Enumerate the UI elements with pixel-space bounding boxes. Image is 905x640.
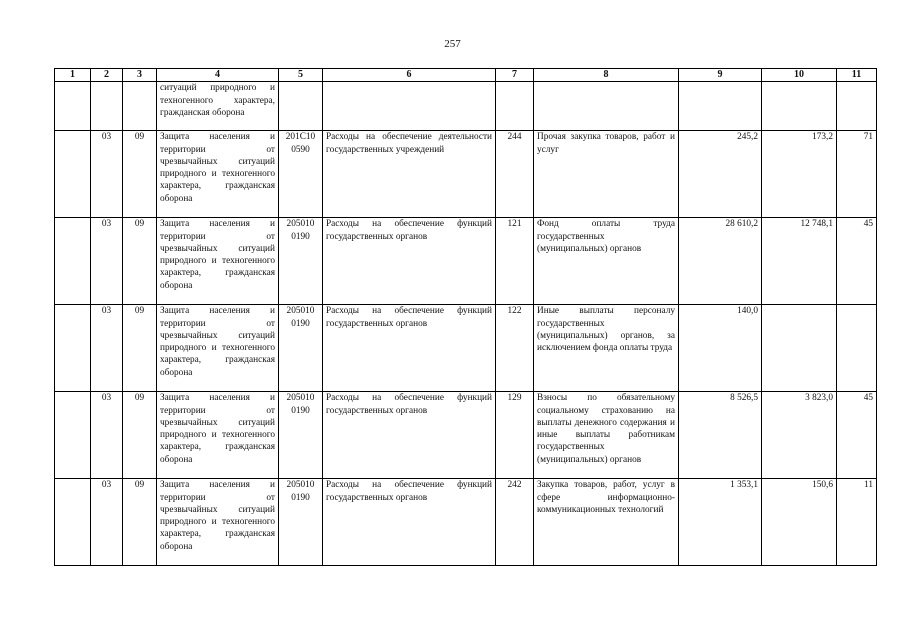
table-row	[55, 479, 877, 566]
column-header: 7	[496, 69, 534, 82]
percent-cell: 11	[837, 479, 877, 566]
percent-cell: 45	[837, 218, 877, 305]
cell	[55, 82, 91, 131]
cell	[496, 82, 534, 131]
row-number-cell	[55, 392, 91, 479]
table-row	[55, 131, 877, 218]
target-article-cell: 205010 0190	[279, 479, 323, 566]
column-header: 1	[55, 69, 91, 82]
column-header: 6	[323, 69, 496, 82]
target-article-name-cell: Расходы на обеспечение функций государственных органов	[323, 479, 496, 566]
cell	[837, 82, 877, 131]
amount-cell: 140,0	[679, 305, 762, 392]
cell	[679, 82, 762, 131]
expense-type-name-cell: Закупка товаров, работ, услуг в сфере информационно-коммуникационных технологий	[534, 479, 679, 566]
amount-cell: 245,2	[679, 131, 762, 218]
row-number-cell	[55, 305, 91, 392]
column-header: 11	[837, 69, 877, 82]
amount-cell: 8 526,5	[679, 392, 762, 479]
header-row	[55, 69, 877, 82]
cell	[91, 82, 123, 131]
target-article-cell: 205010 0190	[279, 392, 323, 479]
executed-cell: 150,6	[762, 479, 837, 566]
executed-cell	[762, 305, 837, 392]
executed-cell: 3 823,0	[762, 392, 837, 479]
row-number-cell	[55, 218, 91, 305]
target-article-name-cell: Расходы на обеспечение деятельности государственных учреждений	[323, 131, 496, 218]
column-header: 10	[762, 69, 837, 82]
budget-table	[54, 68, 877, 566]
expense-type-cell: 122	[496, 305, 534, 392]
subsection-code-cell: 09	[123, 479, 157, 566]
cell	[279, 82, 323, 131]
section-name-cell: Защита населения и территории от чрезвычайных ситуаций природного и техногенного характера, гражданская оборона	[157, 479, 279, 566]
row-number-cell	[55, 131, 91, 218]
subsection-code-cell: 09	[123, 392, 157, 479]
section-name-cell: ситуаций природного и техногенного характера, гражданская оборона	[157, 82, 279, 131]
expense-type-cell: 129	[496, 392, 534, 479]
table-row	[55, 82, 877, 131]
amount-cell: 28 610,2	[679, 218, 762, 305]
target-article-cell: 201C10 0590	[279, 131, 323, 218]
section-code-cell: 03	[91, 392, 123, 479]
row-number-cell	[55, 479, 91, 566]
executed-cell: 173,2	[762, 131, 837, 218]
table-row	[55, 305, 877, 392]
cell	[323, 82, 496, 131]
target-article-cell: 205010 0190	[279, 218, 323, 305]
expense-type-cell: 121	[496, 218, 534, 305]
column-header: 2	[91, 69, 123, 82]
expense-type-name-cell: Взносы по обязательному социальному страхованию на выплаты денежного содержания и иные выплаты работникам государственных (муниципальных) органов	[534, 392, 679, 479]
section-name-cell: Защита населения и территории от чрезвычайных ситуаций природного и техногенного характера, гражданская оборона	[157, 131, 279, 218]
table-row	[55, 392, 877, 479]
amount-cell: 1 353,1	[679, 479, 762, 566]
column-header: 5	[279, 69, 323, 82]
target-article-name-cell: Расходы на обеспечение функций государственных органов	[323, 218, 496, 305]
percent-cell: 45	[837, 392, 877, 479]
section-name-cell: Защита населения и территории от чрезвычайных ситуаций природного и техногенного характера, гражданская оборона	[157, 218, 279, 305]
section-code-cell: 03	[91, 305, 123, 392]
target-article-cell: 205010 0190	[279, 305, 323, 392]
column-header: 4	[157, 69, 279, 82]
section-code-cell: 03	[91, 479, 123, 566]
column-header: 3	[123, 69, 157, 82]
cell	[123, 82, 157, 131]
cell	[534, 82, 679, 131]
target-article-name-cell: Расходы на обеспечение функций государственных органов	[323, 392, 496, 479]
section-code-cell: 03	[91, 218, 123, 305]
page-number: 257	[444, 38, 461, 50]
subsection-code-cell: 09	[123, 218, 157, 305]
percent-cell: 71	[837, 131, 877, 218]
percent-cell	[837, 305, 877, 392]
column-header: 9	[679, 69, 762, 82]
expense-type-name-cell: Прочая закупка товаров, работ и услуг	[534, 131, 679, 218]
section-name-cell: Защита населения и территории от чрезвычайных ситуаций природного и техногенного характера, гражданская оборона	[157, 392, 279, 479]
expense-type-cell: 244	[496, 131, 534, 218]
subsection-code-cell: 09	[123, 305, 157, 392]
executed-cell: 12 748,1	[762, 218, 837, 305]
section-name-cell: Защита населения и территории от чрезвычайных ситуаций природного и техногенного характера, гражданская оборона	[157, 305, 279, 392]
column-header: 8	[534, 69, 679, 82]
cell	[762, 82, 837, 131]
target-article-name-cell: Расходы на обеспечение функций государственных органов	[323, 305, 496, 392]
expense-type-cell: 242	[496, 479, 534, 566]
expense-type-name-cell: Фонд оплаты труда государственных (муниципальных) органов	[534, 218, 679, 305]
expense-type-name-cell: Иные выплаты персоналу государственных (муниципальных) органов, за исключением фонда оплаты труда	[534, 305, 679, 392]
subsection-code-cell: 09	[123, 131, 157, 218]
table-row	[55, 218, 877, 305]
section-code-cell: 03	[91, 131, 123, 218]
